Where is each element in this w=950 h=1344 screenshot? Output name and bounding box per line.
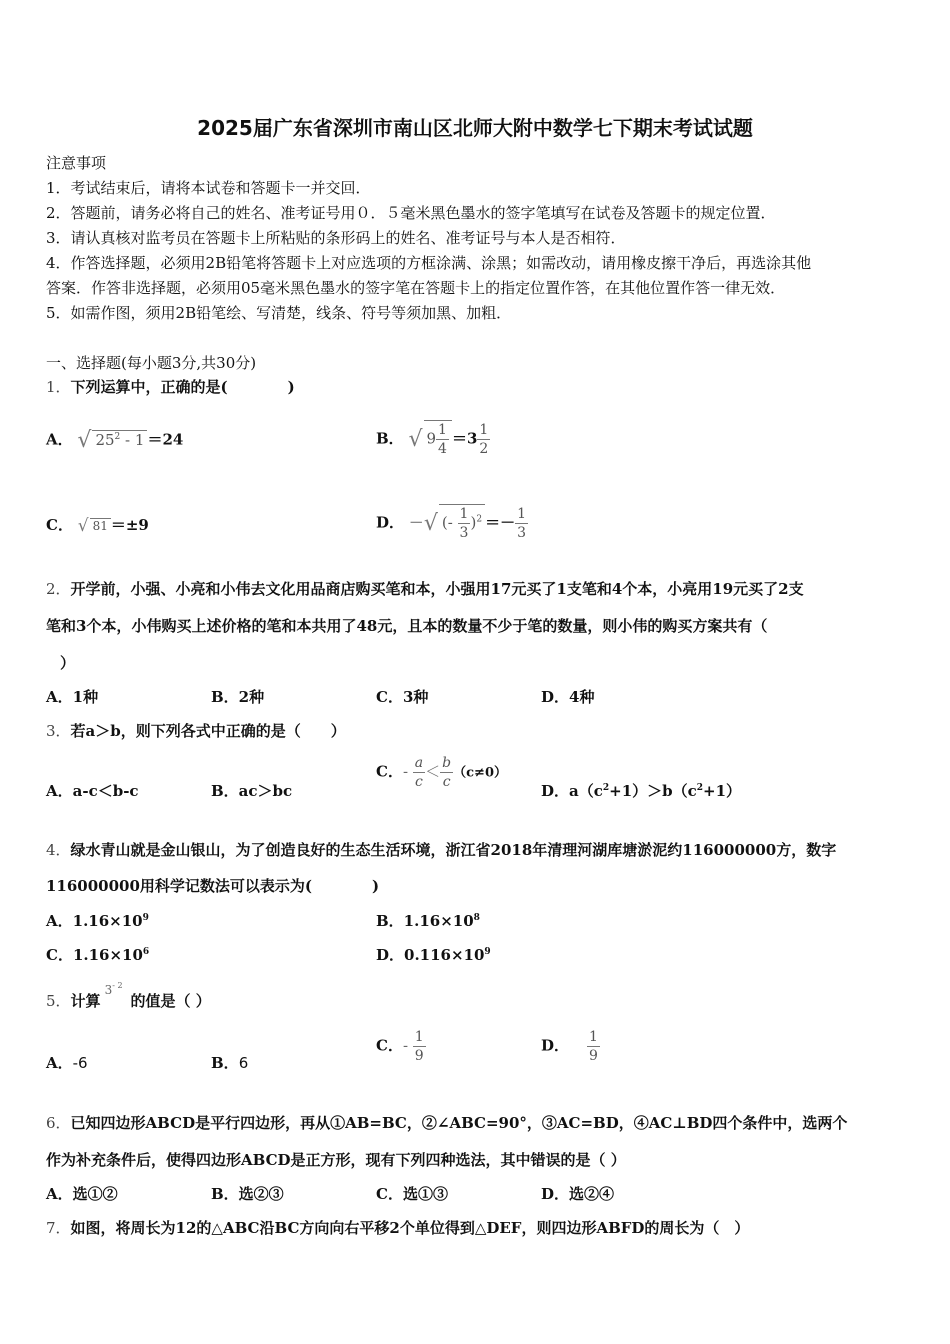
option-label: C．	[376, 1036, 403, 1055]
q1-option-a[interactable]	[46, 428, 183, 453]
q3-option-d[interactable]	[541, 780, 741, 801]
question-number: 5．	[46, 992, 71, 1010]
q4-option-a[interactable]	[46, 910, 149, 931]
option-text: C．1.16×10	[46, 946, 143, 964]
option-text: A．1.16×10	[46, 912, 143, 930]
section-heading: 一、选择题(每小题3分,共30分)	[46, 354, 257, 372]
notice-heading: 注意事项	[46, 154, 107, 172]
q1-option-b[interactable]	[376, 420, 490, 458]
q3-option-b[interactable]: B．ac＞bc	[211, 782, 293, 800]
option-value: 6	[238, 1054, 249, 1072]
q1-option-d[interactable]	[376, 504, 528, 542]
mixed-whole: 9	[426, 429, 437, 448]
less-than-sign: ＜	[425, 762, 441, 781]
question-number: 7．	[46, 1219, 71, 1237]
option-label: D．	[541, 782, 570, 800]
q4-option-b[interactable]	[376, 910, 480, 931]
question-text: 的值是（ ）	[130, 992, 211, 1010]
notice-item: 2．答题前，请务必将自己的姓名、准考证号用０．５毫米黑色墨水的签字笔填写在试卷及答题卡的规定位置．	[46, 204, 776, 222]
option-label: A．	[46, 1054, 73, 1072]
option-label: D．	[376, 513, 405, 532]
option-label: C．	[376, 762, 403, 781]
question-number: 4．	[46, 841, 71, 859]
exponent: 2	[602, 783, 610, 793]
option-label: D．	[541, 1036, 570, 1055]
question-number: 2．	[46, 580, 71, 598]
question-text: 如图，将周长为12的△ABC沿BC方向向右平移2个单位得到△DEF，则四边形ABFD的周长为（ ）	[70, 1219, 750, 1237]
question-6-line1	[46, 1112, 847, 1133]
question-2-line3: ）	[60, 654, 76, 672]
q6-option-c[interactable]: C．选①③	[376, 1185, 448, 1203]
radical-sign-icon: √	[77, 516, 89, 536]
question-text: 绿水青山就是金山银山，为了创造良好的生态生活环境，浙江省2018年清理河湖库塘淤泥约116000000方，数字	[70, 841, 837, 859]
notice-item: 3．请认真核对监考员在答题卡上所粘贴的条形码上的姓名、准考证号与本人是否相符．	[46, 229, 626, 247]
q4-option-c[interactable]	[46, 944, 149, 965]
q3-option-a[interactable]: A．a-c＜b-c	[46, 782, 139, 800]
exponent: 8	[473, 913, 480, 923]
q5-option-d[interactable]	[541, 1028, 600, 1065]
q1-option-c[interactable]	[46, 514, 149, 536]
option-label: A．	[46, 430, 73, 449]
exponent: 9	[484, 947, 491, 957]
fraction: $\frac{1}{9}$	[589, 1029, 598, 1064]
fraction: $\frac{b}{c}$	[442, 755, 452, 790]
equation-result: ＝－	[485, 513, 516, 532]
power-base: 3	[104, 983, 113, 997]
radical-sign-icon: √	[408, 427, 423, 452]
fraction: $\frac{1}{3}$	[517, 506, 526, 541]
exponent: 2	[696, 783, 704, 793]
paren-open: (-	[441, 513, 458, 532]
radicand-tail: - 1	[120, 430, 145, 449]
exponent: 2	[114, 431, 121, 442]
fraction: $\frac{1}{9}$	[414, 1029, 424, 1064]
exponent: 2	[476, 514, 483, 525]
expression-part: +1）	[703, 782, 742, 800]
radical-sign-icon: √	[77, 428, 92, 453]
q6-option-a[interactable]: A．选①②	[46, 1185, 118, 1203]
equation-result: ＝±9	[110, 516, 149, 534]
fraction: $\frac{1}{3}$	[459, 506, 469, 541]
q2-option-b[interactable]: B．2种	[211, 688, 265, 706]
question-text: 开学前，小强、小亮和小伟去文化用品商店购买笔和本，小强用17元买了1支笔和4个本，小亮用19元买了2支	[70, 580, 804, 598]
question-5-stem	[46, 981, 211, 1011]
question-2-line1	[46, 578, 804, 599]
notice-item: 答案．作答非选择题，必须用05毫米黑色墨水的签字笔在答题卡上的指定位置作答，在其他位置作答一律无效．	[46, 279, 786, 297]
question-text: 计算	[70, 992, 101, 1010]
paren-close: )	[470, 513, 477, 532]
power-exponent: - 2	[112, 981, 123, 990]
fraction: $\frac{1}{4}$	[438, 422, 447, 457]
question-4-line1	[46, 839, 836, 860]
question-text: 若a＞b，则下列各式中正确的是（ ）	[70, 722, 346, 740]
expression-part: a（c	[569, 782, 603, 800]
notice-item: 5．如需作图，须用2B铅笔绘、写清楚，线条、符号等须加黑、加粗．	[46, 304, 512, 322]
option-label: B．	[376, 429, 404, 448]
minus-sign: －	[408, 513, 424, 532]
q6-option-b[interactable]: B．选②③	[211, 1185, 284, 1203]
exponent: 6	[142, 947, 150, 957]
q5-option-a[interactable]	[46, 1052, 88, 1073]
q2-option-a[interactable]: A．1种	[46, 688, 99, 706]
question-1-stem	[46, 376, 295, 397]
radicand: 81	[92, 519, 108, 533]
radicand: 25	[95, 430, 115, 449]
q5-option-b[interactable]	[211, 1052, 248, 1073]
question-number: 3．	[46, 722, 71, 740]
question-4-line2: 116000000用科学记数法可以表示为( )	[46, 877, 380, 895]
q2-option-d[interactable]: D．4种	[541, 688, 595, 706]
minus-sign: -	[402, 1036, 413, 1055]
question-number: 6．	[46, 1114, 71, 1132]
option-text: D．0.116×10	[376, 946, 485, 964]
q4-option-d[interactable]	[376, 944, 491, 965]
question-number: 1．	[46, 378, 71, 396]
q2-option-c[interactable]: C．3种	[376, 688, 429, 706]
minus-sign: -	[402, 762, 413, 781]
fraction: $\frac{a}{c}$	[414, 755, 424, 790]
q6-option-d[interactable]: D．选②④	[541, 1185, 615, 1203]
question-2-line2: 笔和3个本，小伟购买上述价格的笔和本共用了48元，且本的数量不少于笔的数量，则小伟的购买方案共有（	[46, 617, 768, 635]
condition: （c≠0）	[453, 765, 507, 781]
equation-result: ＝3	[451, 429, 478, 448]
option-text: B．1.16×10	[376, 912, 474, 930]
page-title: 2025届广东省深圳市南山区北师大附中数学七下期末考试试题	[197, 116, 753, 140]
option-value: -6	[72, 1054, 88, 1072]
question-text: 下列运算中，正确的是( )	[70, 378, 295, 396]
option-label: C．	[46, 516, 73, 534]
question-text: 已知四边形ABCD是平行四边形，再从①AB=BC，②∠ABC=90°，③AC=BD，④AC⊥BD四个条件中，选两个	[70, 1114, 848, 1132]
question-3-stem	[46, 720, 346, 741]
option-label: B．	[211, 1054, 239, 1072]
notice-item: 4．作答选择题，必须用2B铅笔将答题卡上对应选项的方框涂满、涂黑；如需改动，请用橡皮擦干净后，再选涂其他	[46, 254, 812, 272]
fraction: $\frac{1}{2}$	[479, 422, 489, 457]
notice-item: 1．考试结束后，请将本试卷和答题卡一并交回．	[46, 179, 371, 197]
q3-option-c[interactable]	[376, 754, 507, 791]
equation-result: ＝24	[147, 430, 184, 449]
radical-sign-icon: √	[423, 511, 438, 536]
question-7-stem	[46, 1217, 749, 1238]
expression-part: +1）＞b（c	[609, 782, 697, 800]
q5-option-c[interactable]	[376, 1028, 426, 1065]
exponent: 9	[142, 913, 149, 923]
question-6-line2: 作为补充条件后，使得四边形ABCD是正方形，现有下列四种选法，其中错误的是（ ）	[46, 1151, 626, 1169]
